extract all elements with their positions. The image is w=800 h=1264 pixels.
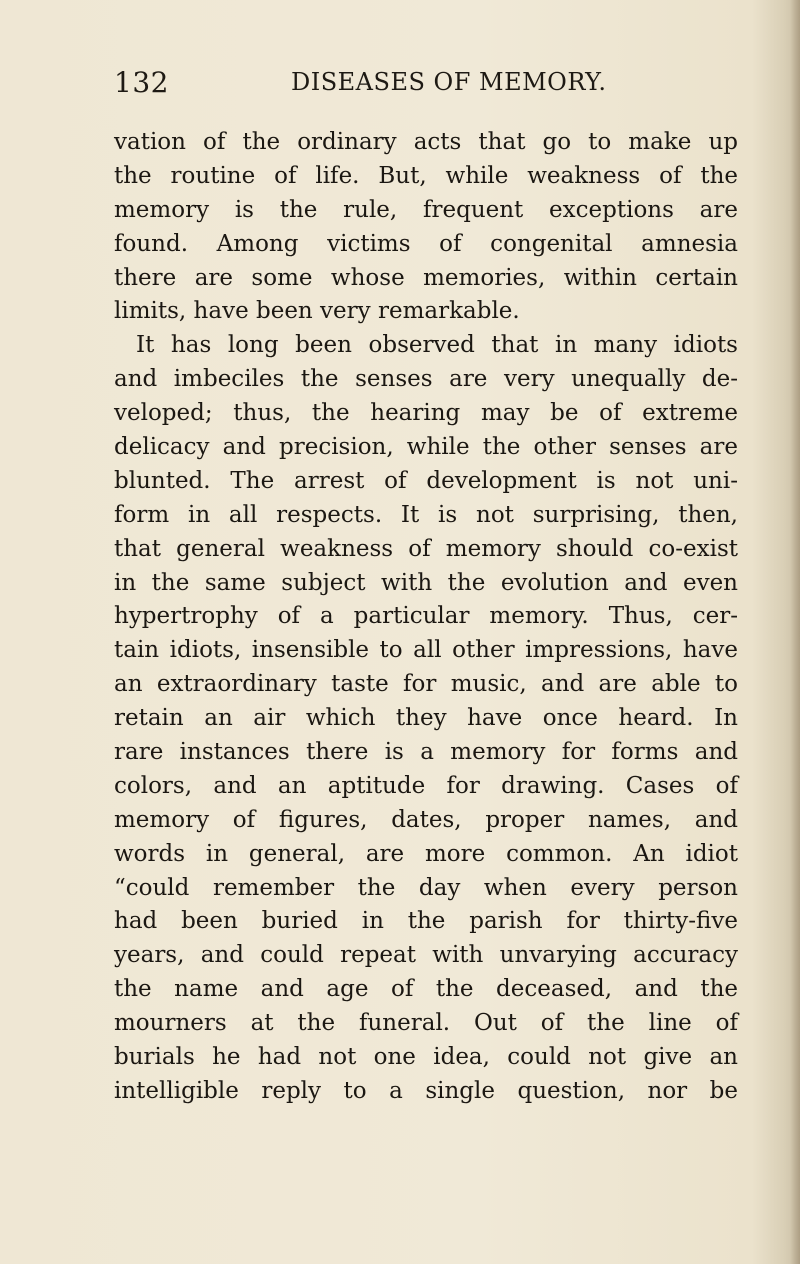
text-line: retain an air which they have once heard. In — [114, 705, 738, 732]
text-line: veloped; thus, the hearing may be of extreme — [114, 400, 738, 427]
page-header — [0, 64, 800, 104]
page-edge-shadow — [790, 0, 800, 1264]
text-line: years, and could repeat with unvarying accuracy — [114, 942, 738, 969]
text-line: the name and age of the deceased, and the — [114, 976, 738, 1003]
text-line: that general weakness of memory should co-exist — [114, 535, 738, 562]
text-line: tain idiots, insensible to all other impressions, have — [114, 637, 738, 664]
text-line: the routine of life. But, while weakness of the — [114, 162, 738, 189]
text-line: rare instances there is a memory for forms and — [114, 739, 738, 766]
text-line: and imbeciles the senses are very unequally de- — [114, 366, 738, 393]
text-line: “could remember the day when every person — [114, 874, 738, 901]
text-line: words in general, are more common. An idiot — [114, 840, 738, 867]
page-number: 132 — [114, 66, 169, 99]
running-title: DISEASES OF MEMORY. — [291, 68, 607, 96]
text-line: in the same subject with the evolution and even — [114, 569, 738, 596]
text-line: hypertrophy of a particular memory. Thus, cer- — [114, 603, 738, 630]
text-line: found. Among victims of congenital amnesia — [114, 230, 738, 257]
text-line: delicacy and precision, while the other senses are — [114, 434, 738, 461]
text-line: had been buried in the parish for thirty-five — [114, 908, 738, 935]
text-line: memory of figures, dates, proper names, and — [114, 806, 738, 833]
text-line: colors, and an aptitude for drawing. Cases of — [114, 772, 738, 799]
text-line: intelligible reply to a single question, nor be — [114, 1077, 738, 1104]
text-line: burials he had not one idea, could not give an — [114, 1044, 738, 1071]
text-line: form in all respects. It is not surprising, then, — [114, 501, 738, 528]
text-line: blunted. The arrest of development is not uni- — [114, 467, 738, 494]
text-line: an extraordinary taste for music, and are able to — [114, 671, 738, 698]
text-line: there are some whose memories, within certain — [114, 264, 738, 291]
body-text — [114, 126, 738, 1109]
text-line: mourners at the funeral. Out of the line of — [114, 1010, 738, 1037]
text-line: It has long been observed that in many idiots — [136, 332, 738, 359]
text-line: vation of the ordinary acts that go to make up — [114, 129, 738, 155]
text-line: memory is the rule, frequent exceptions are — [114, 196, 738, 223]
text-line: limits, have been very remarkable. — [114, 298, 520, 325]
